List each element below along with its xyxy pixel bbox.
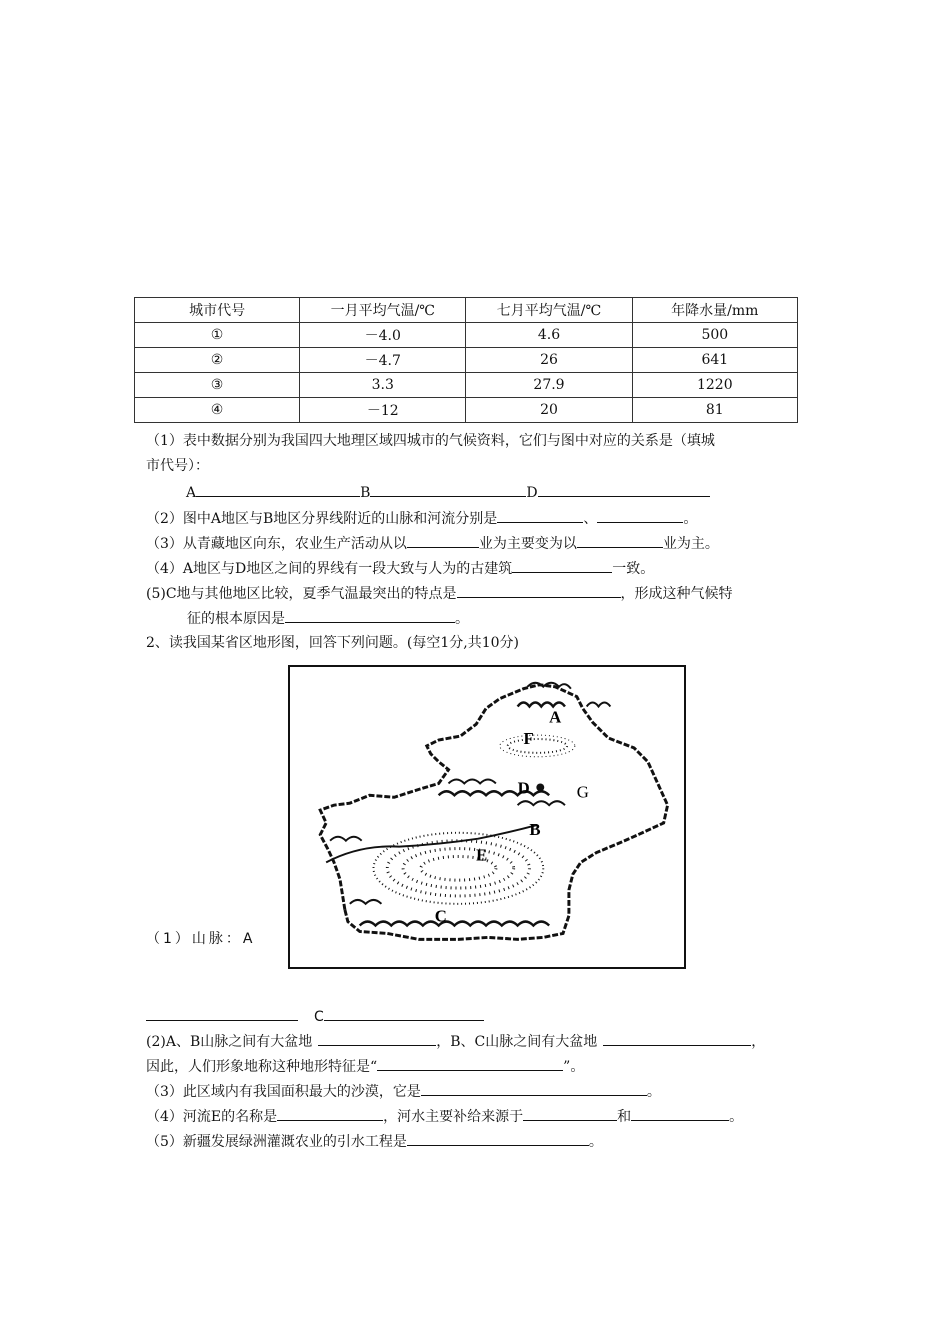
table-cell: －4.0 (300, 323, 466, 348)
q1-prompt-line1: （1）表中数据分别为我国四大地理区域四城市的气候资料，它们与图中对应的关系是（填城 (146, 433, 715, 449)
s2-q4 (146, 1105, 743, 1127)
answer-blank-d[interactable] (538, 481, 710, 497)
label-b: B (360, 485, 371, 501)
q1-sub5-text-a: (5)C地与其他地区比较，夏季气温最突出的特点是 (146, 586, 457, 602)
answer-blank-source-1[interactable] (523, 1105, 617, 1121)
answer-blank-desert[interactable] (421, 1080, 647, 1096)
s2-q2-text-a: (2)A、B山脉之间有大盆地 (146, 1034, 313, 1050)
q1-sub5-cont (187, 607, 469, 629)
table-row (135, 323, 798, 348)
period: 。 (646, 1084, 661, 1100)
answer-blank-b[interactable] (370, 481, 526, 497)
comma: ， (751, 1034, 766, 1050)
answer-blank-river-name[interactable] (277, 1105, 383, 1121)
table-cell: 27.9 (466, 373, 632, 398)
table-row (135, 373, 798, 398)
q1-sub3-text-c: 业为主。 (662, 536, 719, 552)
q1-sub4 (146, 557, 654, 579)
q1-sub3-text-b: 业为主要变为以 (478, 536, 577, 552)
table-cell: ③ (135, 373, 300, 398)
answer-blank-basin-1[interactable] (318, 1030, 436, 1046)
s2-q4-text-a: （4）河流E的名称是 (146, 1109, 278, 1125)
table-cell: 20 (466, 398, 632, 423)
s2-q5-text-a: （5）新疆发展绿洲灌溉农业的引水工程是 (146, 1134, 407, 1150)
table-cell: 3.3 (300, 373, 466, 398)
q1-sub2-text: （2）图中A地区与B地区分界线附近的山脉和河流分别是 (146, 511, 498, 527)
header-cell: 一月平均气温/℃ (300, 298, 466, 323)
map-label-d: D (517, 778, 530, 798)
s2-q1-text-a: （1）山脉：A (146, 931, 256, 947)
answer-blank-mountain-a[interactable] (146, 1005, 298, 1021)
q1-sub4-text-b: 一致。 (612, 561, 655, 577)
table-cell: ① (135, 323, 300, 348)
s2-q2-text-d: 因此，人们形象地称这种地形特征是“ (146, 1059, 378, 1075)
map-label-c: C (434, 906, 447, 926)
answer-blank-reason[interactable] (285, 607, 455, 623)
answer-blank-mountain[interactable] (497, 507, 583, 523)
map-label-g: G (576, 782, 589, 802)
table-row (135, 398, 798, 423)
header-cell: 七月平均气温/℃ (466, 298, 632, 323)
table-cell: －12 (300, 398, 466, 423)
q1-sub5 (146, 582, 733, 604)
label-d: D (526, 485, 538, 501)
answer-blank-project[interactable] (407, 1130, 589, 1146)
s2-q2-text-e: ”。 (563, 1059, 585, 1075)
q1-sub4-text-a: （4）A地区与D地区之间的界线有一段大致与人为的古建筑 (146, 561, 513, 577)
table-cell: ④ (135, 398, 300, 423)
table-cell: 81 (632, 398, 797, 423)
answer-blank-temp-feature[interactable] (457, 582, 621, 598)
period: 。 (729, 1109, 744, 1125)
answer-blank-basin-2[interactable] (603, 1030, 751, 1046)
label-c: C (314, 1009, 324, 1025)
table-header-row (135, 298, 798, 323)
q1-sub5-text-b: ，形成这种气候特 (620, 586, 733, 602)
s2-q3-text-a: （3）此区域内有我国面积最大的沙漠，它是 (146, 1084, 421, 1100)
answer-blank-agri-1[interactable] (407, 532, 479, 548)
table-cell: 641 (632, 348, 797, 373)
answer-blank-mountain-c[interactable] (324, 1005, 484, 1021)
separator: 、 (583, 511, 598, 527)
answer-blank-source-2[interactable] (631, 1105, 729, 1121)
s2-q4-text-b: ，河水主要补给来源于 (383, 1109, 524, 1125)
s2-q1-row (146, 1005, 484, 1027)
table-cell: －4.7 (300, 348, 466, 373)
s2-q4-text-c: 和 (617, 1109, 632, 1125)
answer-blank-terrain[interactable] (377, 1055, 563, 1071)
table-cell: 500 (632, 323, 797, 348)
answer-blank-a[interactable] (196, 481, 360, 497)
table-cell: 26 (466, 348, 632, 373)
period: 。 (455, 611, 469, 627)
xinjiang-terrain-map (288, 665, 686, 969)
q1-sub3-text-a: （3）从青藏地区向东，农业生产活动从以 (146, 536, 407, 552)
q1-sub3 (146, 532, 719, 554)
header-cell: 城市代号 (135, 298, 300, 323)
s2-q3 (146, 1080, 661, 1102)
table-cell: 4.6 (466, 323, 632, 348)
map-label-e: E (476, 845, 488, 865)
map-svg (290, 667, 684, 967)
q1-sub5-text-c: 征的根本原因是 (187, 611, 285, 627)
table-cell: ② (135, 348, 300, 373)
s2-q2 (146, 1030, 765, 1052)
header-cell: 年降水量/mm (632, 298, 797, 323)
table-row (135, 348, 798, 373)
period: 。 (683, 511, 698, 527)
q1-prompt-line2: 市代号）： (146, 458, 209, 474)
s2-q2-text-b: ，B、C山脉之间有大盆地 (436, 1034, 598, 1050)
table-cell: 1220 (632, 373, 797, 398)
answer-blank-building[interactable] (512, 557, 612, 573)
s2-q2-cont (146, 1055, 584, 1077)
map-label-a: A (549, 707, 562, 727)
q1-sub2 (146, 507, 697, 529)
label-a: A (186, 485, 197, 501)
map-label-b: B (529, 819, 541, 839)
climate-table (134, 297, 798, 423)
q1-answer-row (186, 481, 710, 503)
answer-blank-agri-2[interactable] (577, 532, 663, 548)
s2-q5 (146, 1130, 603, 1152)
answer-blank-river[interactable] (597, 507, 683, 523)
period: 。 (588, 1134, 603, 1150)
section2-title: 2、读我国某省区地形图，回答下列问题。(每空1分,共10分) (146, 635, 520, 651)
map-label-f: F (523, 728, 534, 748)
